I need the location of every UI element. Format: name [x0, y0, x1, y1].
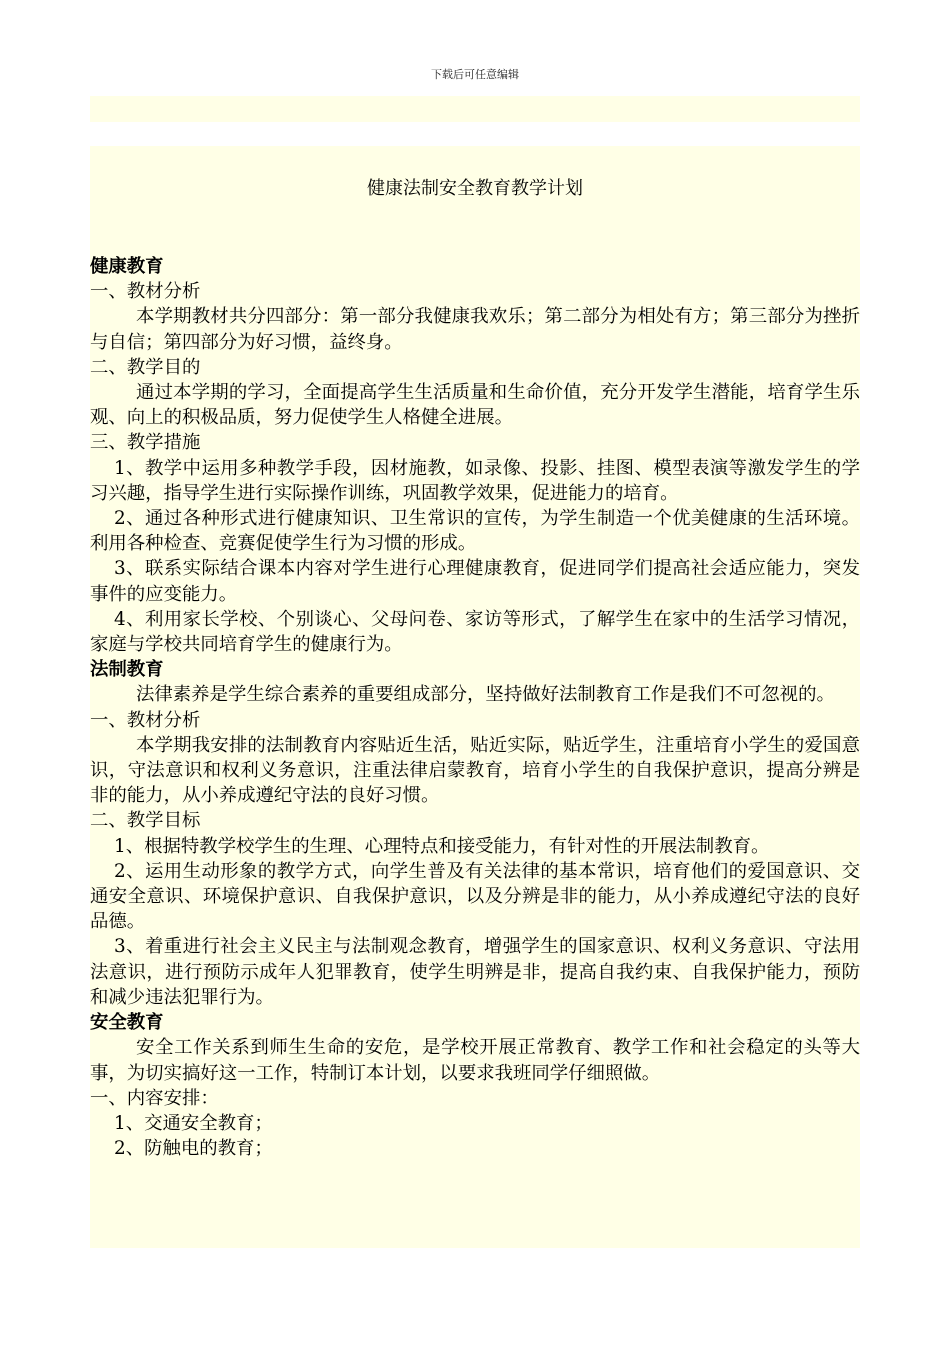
- list-item: 1、交通安全教育；: [114, 1112, 273, 1134]
- section-heading-law: 法制教育: [90, 659, 164, 681]
- subheading: 二、教学目的: [90, 356, 201, 378]
- subheading: 一、教材分析: [90, 709, 201, 731]
- header-note: 下载后可任意编辑: [431, 68, 519, 81]
- list-item: 1、根据特教学校学生的生理、心理特点和接受能力，有针对性的开展法制教育。: [114, 835, 770, 857]
- subheading: 三、教学措施: [90, 432, 201, 454]
- list-item: 2、通过各种形式进行健康知识、卫生常识的宣传，为学生制造一个优美健康的生活环境。利用各种检查、竞赛促使学生行为习惯的形成。: [90, 508, 860, 555]
- paragraph: 安全工作关系到师生生命的安危，是学校开展正常教育、教学工作和社会稳定的头等大事，为切实搞好这一工作，特制订本计划，以要求我班同学仔细照做。: [90, 1037, 860, 1084]
- subheading: 一、教材分析: [90, 281, 201, 303]
- paragraph: 本学期我安排的法制教育内容贴近生活，贴近实际，贴近学生，注重培育小学生的爱国意识，守法意识和权利义务意识，注重法律启蒙教育，培育小学生的自我保护意识，提高分辨是非的能力，从小养成遵纪守法的良好习惯。: [90, 734, 860, 807]
- paragraph: 通过本学期的学习，全面提高学生生活质量和生命价值，充分开发学生潜能，培育学生乐观、向上的积极品质，努力促使学生人格健全进展。: [90, 382, 860, 429]
- section-heading-health: 健康教育: [90, 256, 164, 277]
- list-item: 1、教学中运用多种教学手段，因材施教，如录像、投影、挂图、模型表演等激发学生的学习兴趣，指导学生进行实际操作训练，巩固教学效果，促进能力的培育。: [90, 457, 860, 504]
- section-heading-safety: 安全教育: [90, 1012, 164, 1034]
- list-item: 2、运用生动形象的教学方式，向学生普及有关法律的基本常识，培育他们的爱国意识、交通安全意识、环境保护意识、自我保护意识，以及分辨是非的能力，从小养成遵纪守法的良好品德。: [90, 860, 860, 933]
- top-band: [90, 96, 860, 122]
- subheading: 二、教学目标: [90, 810, 201, 832]
- list-item: 3、联系实际结合课本内容对学生进行心理健康教育，促进同学们提高社会适应能力，突发事件的应变能力。: [90, 558, 860, 605]
- document-body: [90, 146, 860, 1248]
- body-text: [90, 254, 860, 1161]
- list-item: 2、防触电的教育；: [114, 1138, 273, 1160]
- document-title: 健康法制安全教育教学计划: [367, 178, 583, 199]
- subheading: 一、内容安排：: [90, 1087, 219, 1109]
- paragraph: 法律素养是学生综合素养的重要组成部分，坚持做好法制教育工作是我们不可忽视的。: [136, 684, 835, 706]
- paragraph: 本学期教材共分四部分：第一部分我健康我欢乐；第二部分为相处有方；第三部分为挫折与自信；第四部分为好习惯，益终身。: [90, 306, 860, 353]
- list-item: 3、着重进行社会主义民主与法制观念教育，增强学生的国家意识、权利义务意识、守法用法意识，进行预防示成年人犯罪教育，使学生明辨是非，提高自我约束、自我保护能力，预防和减少违法犯罪行为。: [90, 936, 860, 1008]
- list-item: 4、利用家长学校、个别谈心、父母问卷、家访等形式，了解学生在家中的生活学习情况，家庭与学校共同培育学生的健康行为。: [90, 608, 860, 656]
